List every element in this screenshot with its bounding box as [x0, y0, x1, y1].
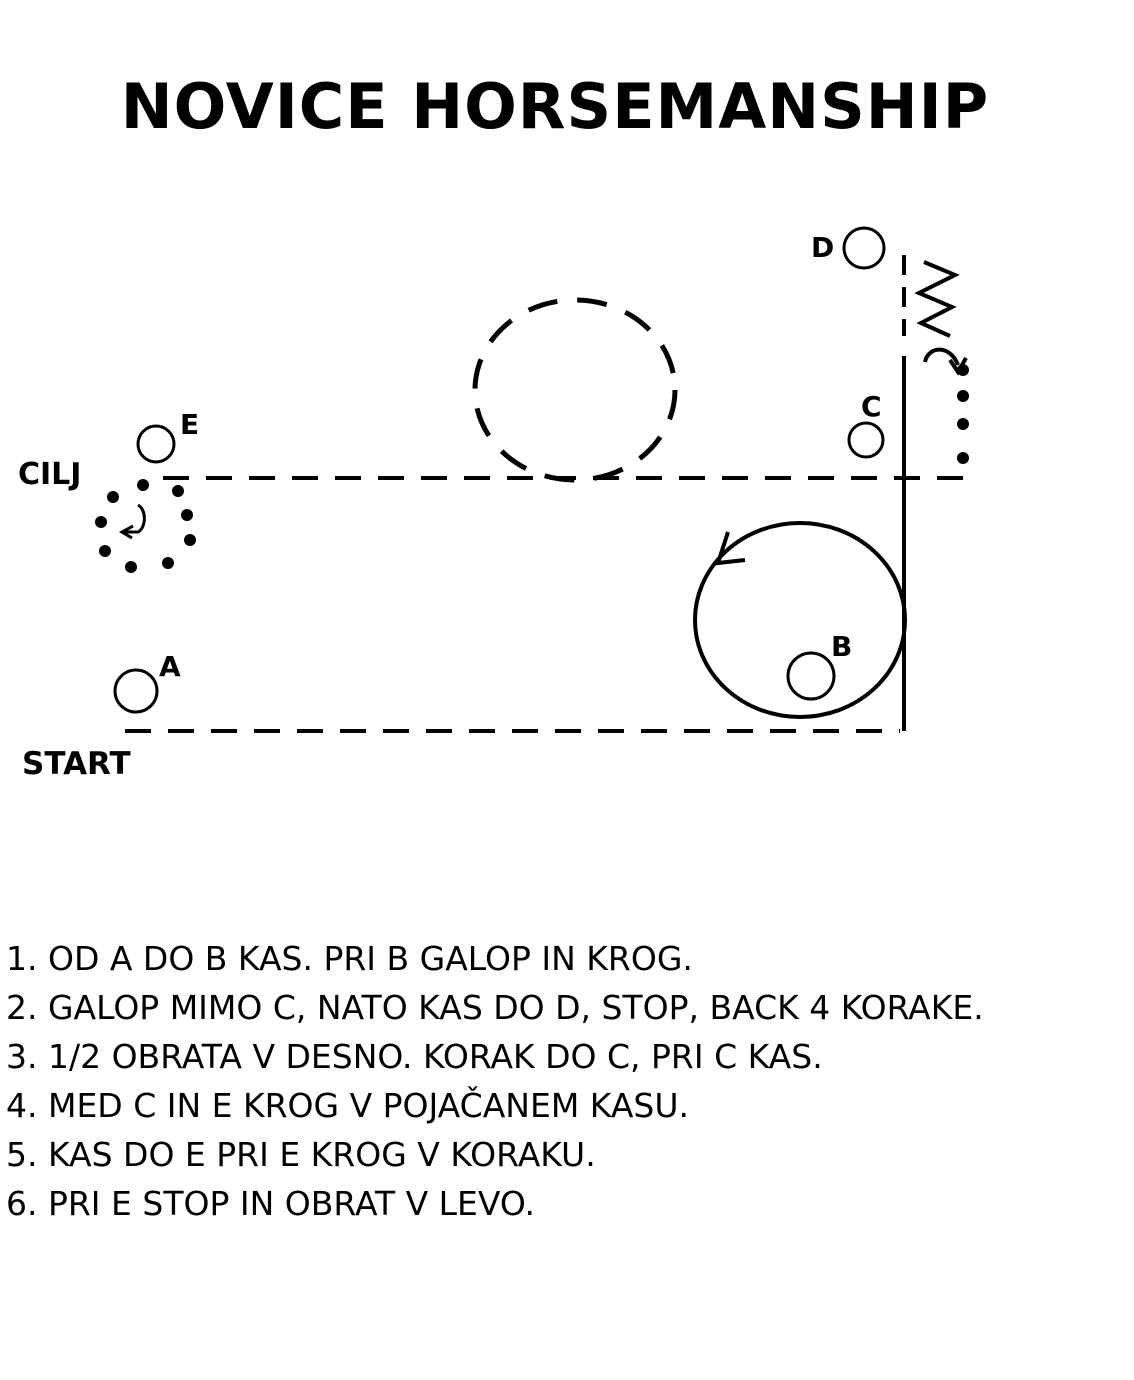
- walk-path-dot: [957, 364, 969, 376]
- marker-c-label: C: [861, 390, 882, 423]
- instruction-item: 5. KAS DO E PRI E KROG V KORAKU.: [6, 1135, 596, 1174]
- back-up-zigzag: [919, 262, 955, 336]
- walk-circle-dot: [137, 479, 149, 491]
- finish-label: CILJ: [18, 457, 82, 492]
- marker-a-cone: [115, 670, 157, 712]
- marker-c-cone: [849, 423, 883, 457]
- extended-trot-circle: [475, 300, 675, 480]
- walk-circle-dot: [125, 561, 137, 573]
- instruction-item: 1. OD A DO B KAS. PRI B GALOP IN KROG.: [6, 939, 693, 978]
- instruction-item: 4. MED C IN E KROG V POJAČANEM KASU.: [6, 1086, 690, 1125]
- instruction-item: 3. 1/2 OBRATA V DESNO. KORAK DO C, PRI C KAS.: [6, 1037, 823, 1076]
- start-label: START: [22, 746, 131, 782]
- marker-a-label: A: [159, 650, 181, 683]
- marker-b-cone: [788, 653, 834, 699]
- marker-d-cone: [844, 228, 884, 268]
- marker-b-label: B: [831, 630, 853, 663]
- lope-circle: [695, 523, 905, 717]
- walk-path-dot: [957, 390, 969, 402]
- walk-circle-dot: [107, 491, 119, 503]
- walk-circle-dot: [99, 545, 111, 557]
- instruction-item: 2. GALOP MIMO C, NATO KAS DO D, STOP, BACK 4 KORAKE.: [6, 988, 984, 1027]
- marker-e-cone: [138, 426, 174, 462]
- walk-path-dot: [957, 418, 969, 430]
- page-title: NOVICE HORSEMANSHIP: [120, 70, 990, 143]
- marker-d-label: D: [811, 231, 835, 264]
- instruction-item: 6. PRI E STOP IN OBRAT V LEVO.: [6, 1184, 536, 1223]
- walk-circle-dot: [162, 557, 174, 569]
- walk-circle-dot: [184, 534, 196, 546]
- walk-circle-dot: [95, 516, 107, 528]
- walk-circle-dot: [172, 485, 184, 497]
- turn-left-arrow: [123, 505, 144, 532]
- marker-e-label: E: [180, 408, 200, 441]
- instruction-list: [6, 934, 984, 1228]
- walk-path-dot: [957, 452, 969, 464]
- walk-circle-dot: [181, 509, 193, 521]
